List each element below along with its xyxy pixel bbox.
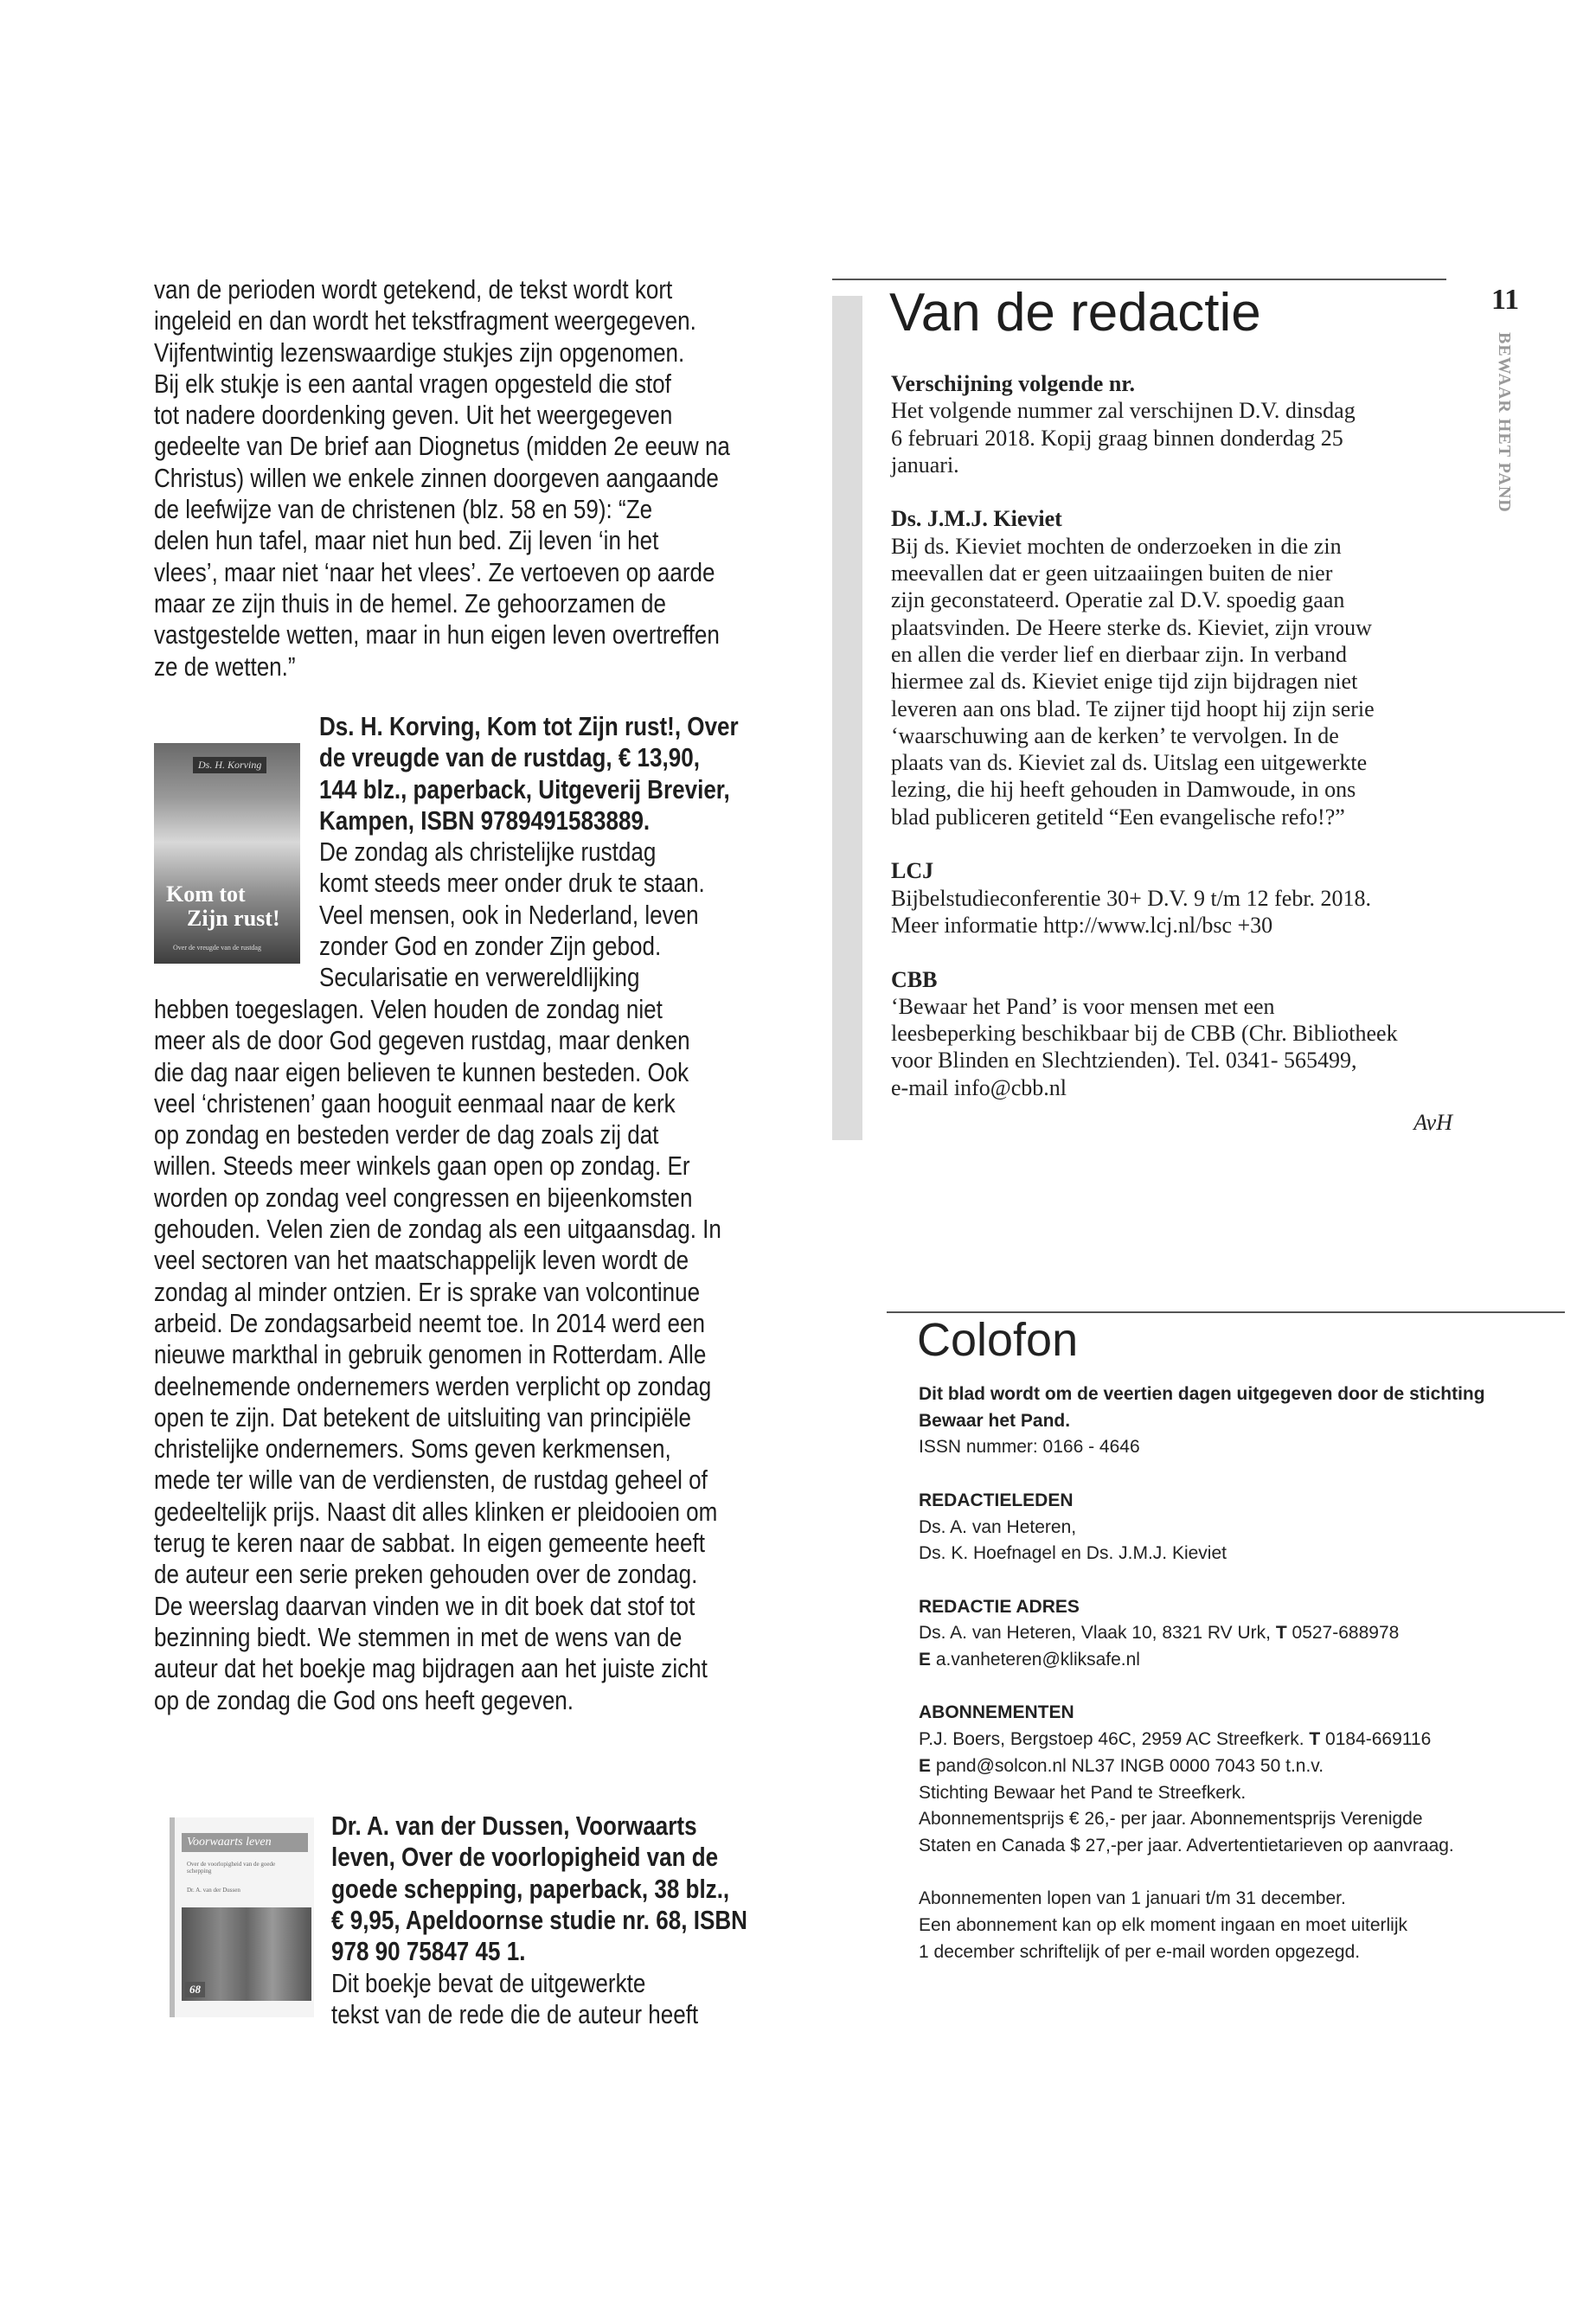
text-line: meevallen dat er geen uitzaaiingen buiten de nier	[891, 561, 1333, 586]
text-line: gedeelte van De brief aan Diognetus (midden 2e eeuw na	[154, 431, 730, 462]
text-line: vastgestelde wetten, maar in hun eigen leven overtreffen	[154, 619, 720, 651]
text-line: die dag naar eigen believen te kunnen besteden. Ook	[154, 1056, 689, 1087]
book-cover-kom-tot-zijn-rust	[154, 743, 300, 964]
section-heading: LCJ	[891, 858, 934, 884]
text-line: leveren aan ons blad. Te zijner tijd hoopt hij zijn serie	[891, 695, 1375, 721]
text-line: januari.	[891, 452, 959, 478]
email-link[interactable]: a.vanheteren@kliksafe.nl	[935, 1650, 1140, 1670]
text-line: Dr. A. van der Dussen, Voorwaarts	[331, 1811, 697, 1841]
text-line: Christus) willen we enkele zinnen doorgeven aangaande	[154, 462, 719, 493]
text-line: open te zijn. Dat betekent de uitsluiting van principiële	[154, 1401, 692, 1433]
text-line: nieuwe markthal in gebruik genomen in Rotterdam. Alle	[154, 1339, 707, 1370]
email-line	[919, 1647, 1485, 1674]
text-line: de leefwijze van de christenen (blz. 58 en 59): “Ze	[154, 494, 653, 525]
cover-author: Dr. A. van der Dussen	[187, 1887, 240, 1894]
text-line: de auteur een serie preken gehouden over de zondag.	[154, 1559, 698, 1590]
book2-review-text	[331, 1968, 698, 2031]
text-line: Vijfentwintig lezenswaardige stukjes zijn opgenomen.	[154, 336, 685, 368]
text-line: Een abonnement kan op elk moment ingaan en moet uiterlijk	[919, 1915, 1408, 1935]
abo-period	[919, 1886, 1485, 1965]
text-line: goede schepping, paperback, 38 blz.,	[331, 1873, 730, 1904]
address: Ds. A. van Heteren, Vlaak 10, 8321 RV Urk,	[919, 1623, 1271, 1644]
text-line: komt steeds meer onder druk te staan.	[319, 868, 705, 899]
text-line: 6 februari 2018. Kopij graag binnen donderdag 25	[891, 425, 1343, 451]
cover-series-number: 68	[185, 1982, 205, 1997]
text-line: auteur dat het boekje mag bijdragen aan het juiste zicht	[154, 1653, 708, 1684]
text-line: hiermee zal ds. Kieviet enige tijd zijn bijdragen niet	[891, 669, 1358, 695]
cover-title-2: Zijn rust!	[187, 906, 280, 931]
text-line: Abonnementsprijs € 26,- per jaar. Abonnementsprijs Verenigde	[919, 1809, 1423, 1830]
section-divider	[832, 279, 1446, 280]
text-line: tekst van de rede die de auteur heeft	[331, 1999, 699, 2030]
text-line: de vreugde van de rustdag, € 13,90,	[319, 742, 700, 773]
colofon-title: Colofon	[917, 1314, 1079, 1366]
abo-address-line	[919, 1727, 1485, 1753]
colofon-body	[919, 1381, 1485, 1965]
abonnementen-heading: ABONNEMENTEN	[919, 1702, 1074, 1723]
text-line: ingeleid en dan wordt het tekstfragment weergegeven.	[154, 305, 696, 336]
signature: AvH	[1413, 1110, 1452, 1135]
text-line: plaatsvinden. De Heere sterke ds. Kieviet, zijn vrouw	[891, 614, 1372, 640]
text-line: ze de wetten.”	[154, 651, 296, 682]
text-line: christelijke ondernemers. Soms geven kerkmensen,	[154, 1433, 671, 1465]
section-heading: CBB	[891, 966, 938, 992]
redactieleden-heading: REDACTIELEDEN	[919, 1490, 1074, 1510]
cover-author: Ds. H. Korving	[193, 757, 266, 773]
text-line: 1 december schriftelijk of per e-mail worden opgezegd.	[919, 1941, 1361, 1962]
sidebar-bar	[832, 296, 862, 1140]
text-line: bezinning biedt. We stemmen in met de wens van de	[154, 1621, 683, 1652]
running-head: BEWAAR HET PAND	[1495, 332, 1514, 513]
text-line: Meer informatie http://www.lcj.nl/bsc +30	[891, 912, 1273, 938]
adres-heading: REDACTIE ADRES	[919, 1596, 1080, 1617]
text-line: zijn geconstateerd. Operatie zal D.V. spoedig gaan	[891, 587, 1345, 613]
phone-label: T	[1275, 1623, 1287, 1644]
text-line: worden op zondag veel congressen en bijeenkomsten	[154, 1182, 693, 1213]
email-label: E	[919, 1755, 932, 1776]
text-line: Staten en Canada $ 27,-per jaar. Advertentietarieven op aanvraag.	[919, 1835, 1454, 1856]
text-line: blad publiceren getiteld “Een evangelische refo!?”	[891, 804, 1345, 830]
text-line: 978 90 75847 45 1.	[331, 1936, 526, 1967]
adres-line	[919, 1620, 1485, 1647]
phone: 0184-669116	[1325, 1729, 1432, 1750]
text-line: op zondag en besteden verder de dag zoals zij dat	[154, 1119, 659, 1150]
cover-title-1: Kom tot	[166, 881, 246, 907]
cover-title: Voorwaarts leven	[182, 1833, 308, 1852]
cover-subtitle: Over de vreugde van de rustdag	[173, 944, 261, 952]
phone-label: T	[1309, 1729, 1321, 1750]
text-line: 144 blz., paperback, Uitgeverij Brevier,	[319, 773, 730, 804]
text-line: Secularisatie en verwereldlijking	[319, 962, 640, 993]
text-line: Het volgende nummer zal verschijnen D.V. dinsdag	[891, 398, 1356, 424]
issn: ISSN nummer: 0166 - 4646	[919, 1437, 1140, 1458]
text-line: mede ter wille van de verdiensten, de rustdag geheel of	[154, 1465, 708, 1496]
text-line: zondag al minder ontzien. Er is sprake van volcontinue	[154, 1276, 701, 1307]
text-line: € 9,95, Apeldoornse studie nr. 68, ISBN	[331, 1904, 747, 1935]
redactielid: Ds. K. Hoefnagel en Ds. J.M.J. Kieviet	[919, 1543, 1227, 1564]
text-line: Stichting Bewaar het Pand te Streefkerk.	[919, 1782, 1247, 1803]
text-line: en allen die verder lief en dierbaar zijn. In verband	[891, 641, 1347, 667]
text-line: Veel mensen, ook in Nederland, leven	[319, 899, 699, 930]
book1-review-text	[154, 994, 721, 1716]
cover-subtitle: Over de voorlopigheid van de goede schepping	[187, 1861, 276, 1875]
text-line: veel ‘christenen’ gaan hooguit eenmaal naar de kerk	[154, 1087, 676, 1118]
text-line: ‘Bewaar het Pand’ is voor mensen met een	[891, 993, 1275, 1019]
abo-details	[919, 1780, 1485, 1860]
text-line: vlees’, maar niet ‘naar het vlees’. Ze vertoeven op aarde	[154, 556, 715, 587]
text-line: gedeeltelijk prijs. Naast dit alles klinken er pleidooien om	[154, 1496, 718, 1527]
text-line: Bij ds. Kieviet mochten de onderzoeken in die zin	[891, 533, 1342, 559]
email-bank: pand@solcon.nl NL37 INGB 0000 7043 50 t.n.v.	[935, 1755, 1324, 1776]
redactielid: Ds. A. van Heteren,	[919, 1516, 1077, 1537]
text-line: De weerslag daarvan vinden we in dit boek dat stof tot	[154, 1590, 695, 1621]
section-heading: Verschijning volgende nr.	[891, 371, 1135, 396]
email-label: E	[919, 1650, 932, 1670]
text-line: Ds. H. Korving, Kom tot Zijn rust!, Over	[319, 711, 739, 741]
text-line: leven, Over de voorlopigheid van de	[331, 1842, 719, 1873]
intro-paragraph	[154, 274, 730, 683]
text-line: hebben toegeslagen. Velen houden de zondag niet	[154, 994, 663, 1024]
text-line: van de perioden wordt getekend, de tekst wordt kort	[154, 274, 673, 304]
redactie-body	[891, 370, 1398, 1101]
text-line: voor Blinden en Slechtzienden). Tel. 0341- 565499,	[891, 1048, 1357, 1074]
text-line: tot nadere doordenking geven. Uit het weergegeven	[154, 400, 673, 431]
text-line: deelnemende ondernemers werden verplicht op zondag	[154, 1370, 712, 1401]
text-line: Bij elk stukje is een aantal vragen opgesteld die stof	[154, 368, 671, 399]
text-line: meer als de door God gegeven rustdag, maar denken	[154, 1025, 690, 1056]
text-line: Abonnementen lopen van 1 januari t/m 31 december.	[919, 1888, 1346, 1909]
text-line: e-mail info@cbb.nl	[891, 1074, 1067, 1100]
text-line: terug te keren naar de sabbat. In eigen gemeente heeft	[154, 1528, 705, 1559]
redactie-title: Van de redactie	[889, 283, 1261, 343]
text-line: arbeid. De zondagsarbeid neemt toe. In 2014 werd een	[154, 1307, 705, 1338]
page-number: 11	[1491, 284, 1520, 316]
book1-title	[319, 711, 739, 836]
text-line: plaats van ds. Kieviet zal ds. Uitslag een uitgewerkte	[891, 750, 1368, 776]
text-line: veel sectoren van het maatschappelijk leven wordt de	[154, 1245, 689, 1276]
address: P.J. Boers, Bergstoep 46C, 2959 AC Streefkerk.	[919, 1729, 1304, 1750]
text-line: Bijbelstudieconferentie 30+ D.V. 9 t/m 12 febr. 2018.	[891, 885, 1372, 911]
text-line: Dit boekje bevat de uitgewerkte	[331, 1968, 646, 1998]
book2-title	[331, 1811, 747, 1967]
book-cover-voorwaarts-leven	[170, 1817, 314, 2017]
text-line: leesbeperking beschikbaar bij de CBB (Chr. Bibliotheek	[891, 1021, 1398, 1047]
colofon-intro: Dit blad wordt om de veertien dagen uitgegeven door de stichting	[919, 1384, 1485, 1404]
text-line: zonder God en zonder Zijn gebod.	[319, 930, 662, 961]
book1-indented-text	[319, 836, 705, 993]
abo-email-line	[919, 1753, 1485, 1780]
phone: 0527-688978	[1292, 1623, 1400, 1644]
text-line: willen. Steeds meer winkels gaan open op zondag. Er	[154, 1150, 690, 1182]
text-line: Kampen, ISBN 9789491583889.	[319, 804, 651, 836]
text-line: gehouden. Velen zien de zondag als een uitgaansdag. In	[154, 1214, 721, 1245]
text-line: De zondag als christelijke rustdag	[319, 836, 657, 867]
text-line: lezing, die hij heeft gehouden in Damwoude, in ons	[891, 777, 1356, 803]
text-line: maar ze zijn thuis in de hemel. Ze gehoorzamen de	[154, 587, 667, 619]
text-line: ‘waarschuwing aan de kerken’ te vervolgen. In de	[891, 722, 1339, 748]
section-heading: Ds. J.M.J. Kieviet	[891, 506, 1062, 532]
text-line: op de zondag die God ons heeft gegeven.	[154, 1684, 574, 1715]
text-line: delen hun tafel, maar niet hun bed. Zij leven ‘in het	[154, 525, 659, 556]
colofon-intro-2: Bewaar het Pand.	[919, 1410, 1071, 1431]
